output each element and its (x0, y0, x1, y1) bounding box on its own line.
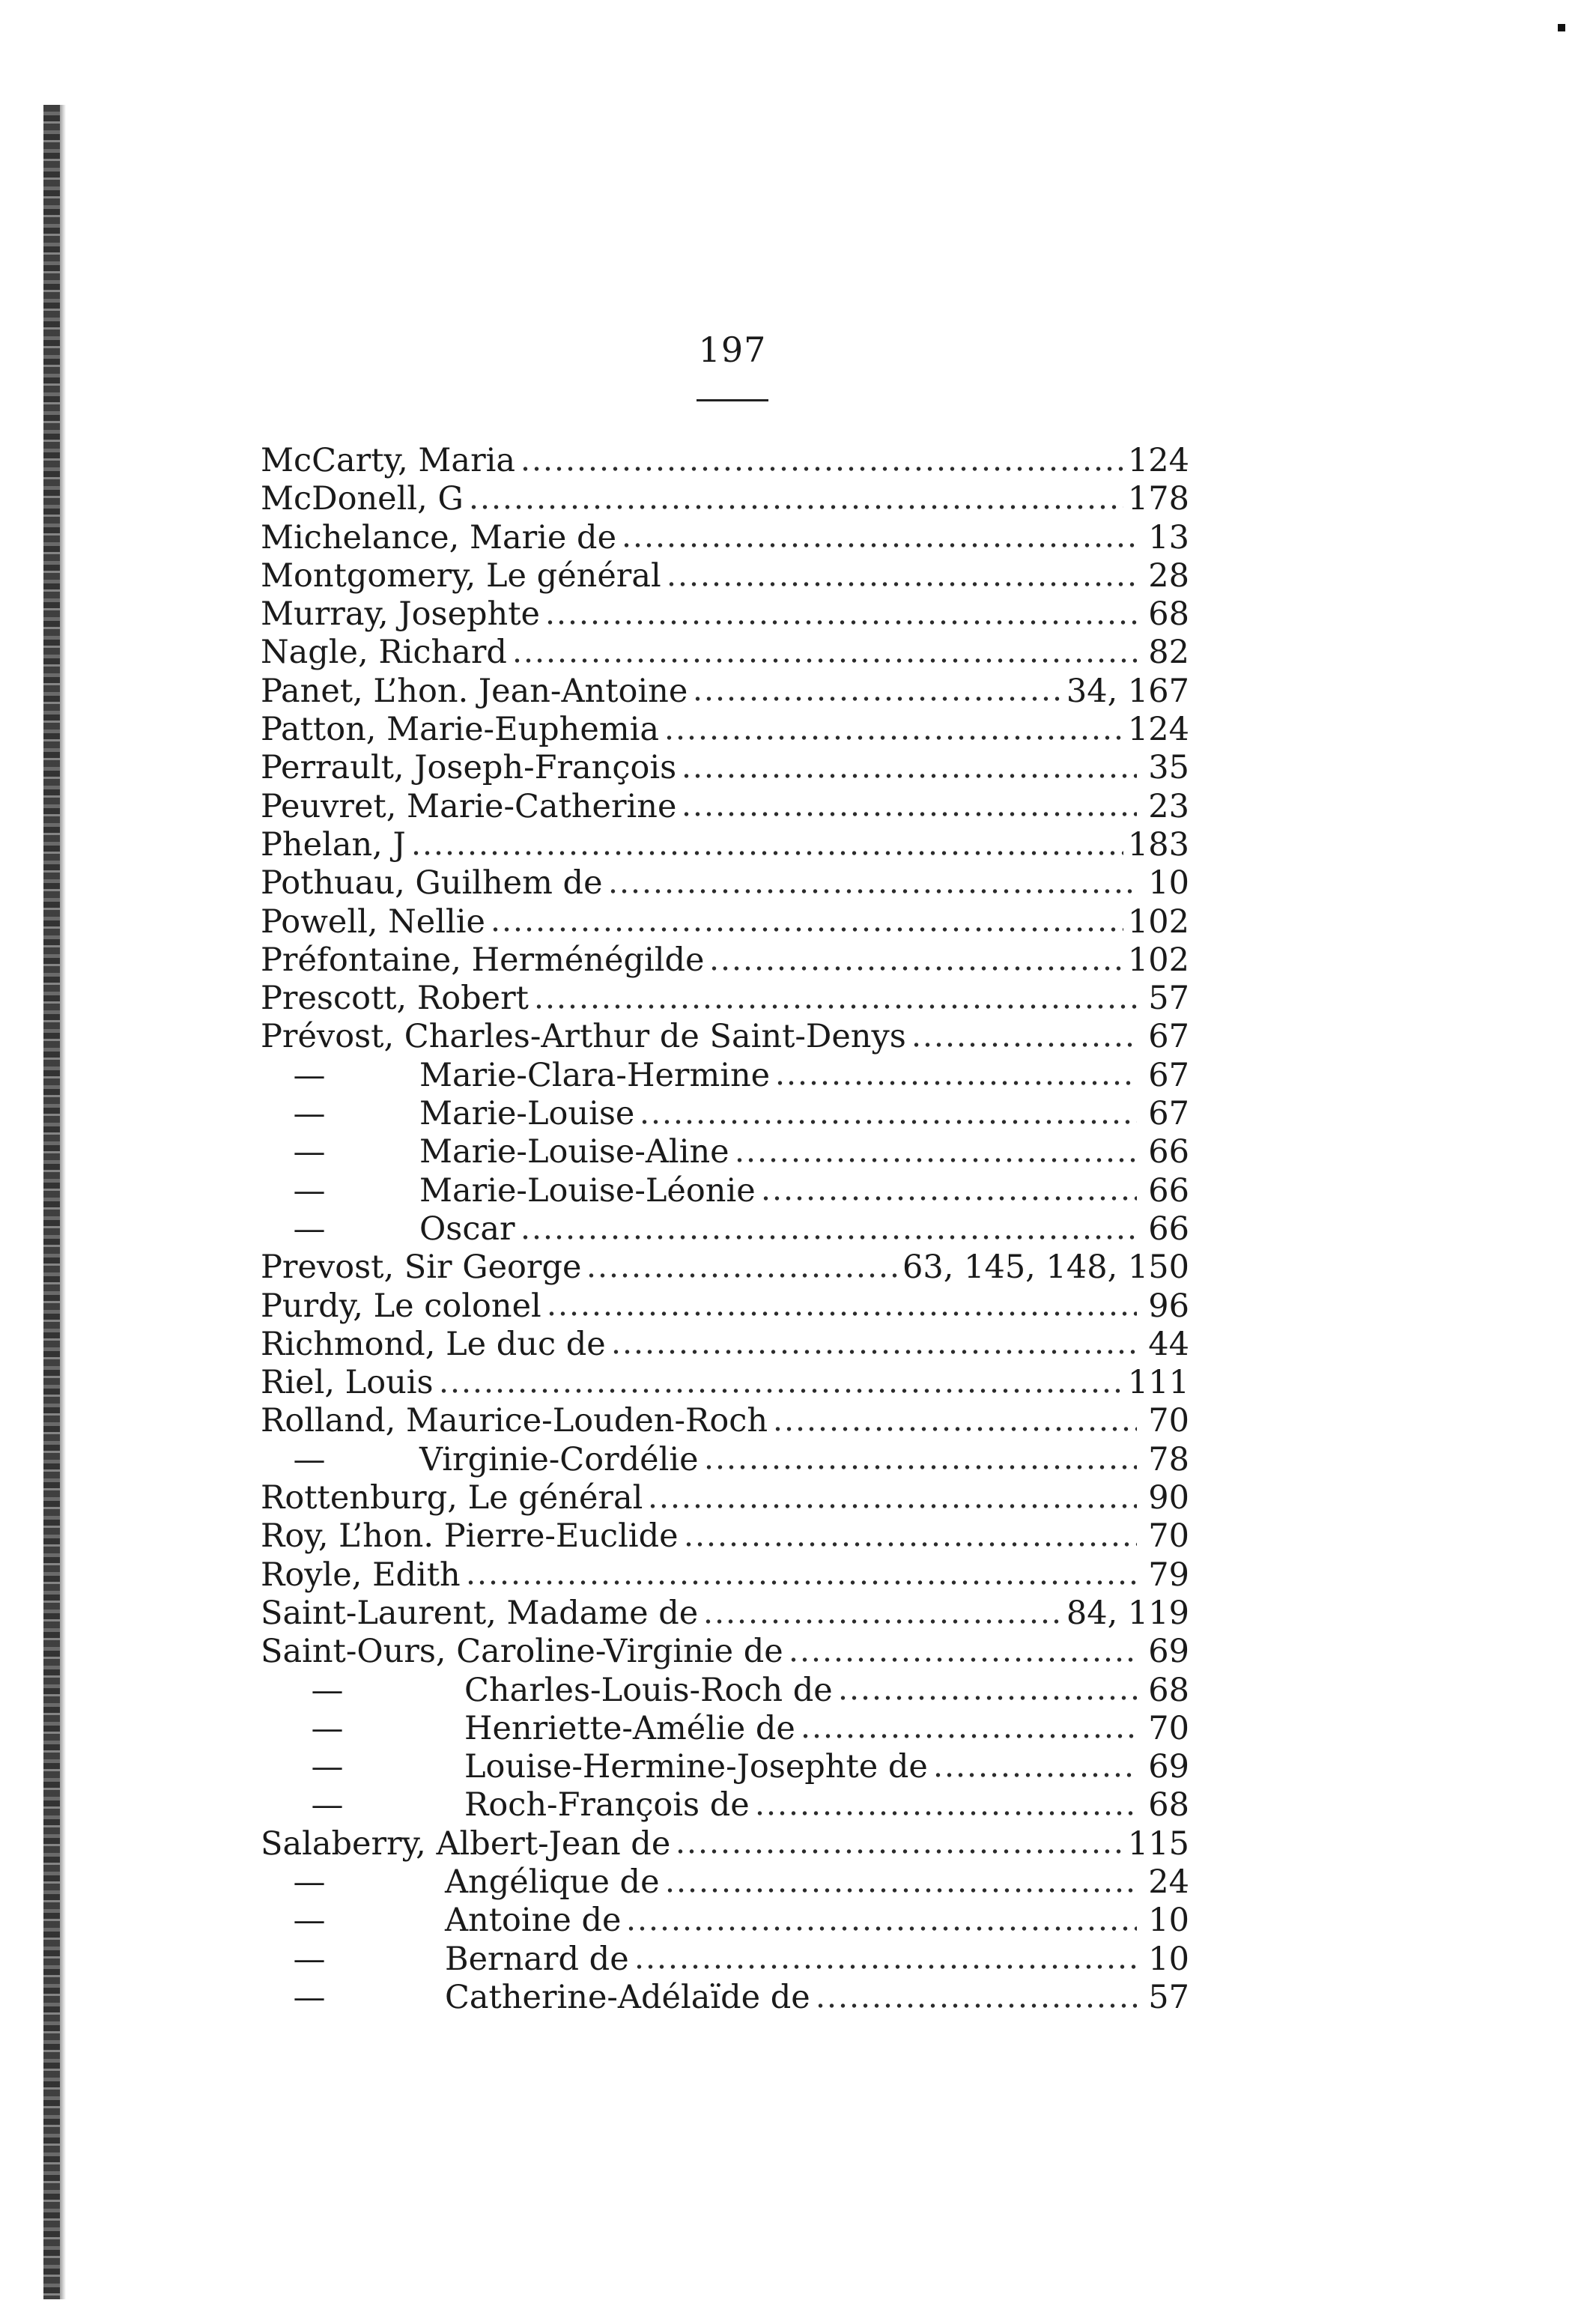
entry-pages: 67 (1148, 1056, 1189, 1094)
entry-name: Prescott, Robert (261, 980, 529, 1018)
binding-shadow (60, 105, 66, 2299)
entry-pages: 78 (1148, 1440, 1189, 1478)
ditto-dash: — (311, 1748, 344, 1786)
entry-pages: 44 (1148, 1325, 1189, 1363)
entry-pages: 66 (1148, 1171, 1189, 1210)
entry-name: Saint-Ours, Caroline-Virginie de (261, 1633, 783, 1671)
entry-pages: 57 (1148, 980, 1189, 1018)
dot-leader (703, 1618, 1062, 1625)
dot-leader (683, 1541, 1137, 1548)
dot-leader (468, 503, 1123, 511)
entry-pages: 68 (1148, 1786, 1189, 1824)
entry-pages: 96 (1148, 1287, 1189, 1325)
entry-pages: 70 (1148, 1402, 1189, 1440)
entry-name: Richmond, Le duc de (261, 1325, 606, 1363)
index-entry (261, 519, 1189, 557)
entry-pages: 111 (1127, 1364, 1189, 1402)
index-entry (261, 1479, 1189, 1517)
entry-indent (261, 1902, 445, 1940)
entry-indent (261, 1210, 419, 1249)
ditto-dash: — (293, 1940, 326, 1978)
entry-pages: 34, 167 (1066, 672, 1189, 710)
index-entry (261, 1441, 1189, 1479)
index-entry (261, 1172, 1189, 1210)
index-entry (261, 1133, 1189, 1171)
entry-indent (261, 1057, 419, 1095)
index-entry (261, 480, 1189, 518)
dot-leader (815, 2002, 1137, 2009)
dot-leader (610, 1348, 1137, 1356)
dot-leader (586, 1272, 898, 1279)
entry-pages: 82 (1148, 634, 1189, 672)
index-entry (261, 1517, 1189, 1556)
index-entry (261, 864, 1189, 902)
entry-name: Pothuau, Guilhem de (261, 864, 603, 902)
entry-name: Perrault, Joseph-François (261, 749, 677, 787)
entry-name: Préfontaine, Herménégilde (261, 941, 705, 979)
entry-pages: 10 (1148, 1902, 1189, 1940)
entry-pages: 67 (1148, 1018, 1189, 1056)
entry-name: Nagle, Richard (261, 634, 507, 672)
entry-indent (261, 1172, 419, 1210)
dot-leader (788, 1656, 1137, 1663)
dot-leader (692, 695, 1062, 703)
index-entry (261, 1786, 1189, 1824)
index-entry (261, 1710, 1189, 1748)
dot-leader (520, 1234, 1137, 1241)
entry-name: Panet, L’hon. Jean-Antoine (261, 672, 688, 710)
entry-pages: 84, 119 (1066, 1594, 1189, 1632)
entry-name: Roch-François de (464, 1786, 750, 1824)
dot-leader (837, 1694, 1137, 1702)
scan-speck (1558, 24, 1565, 31)
ditto-dash: — (293, 1171, 326, 1210)
ditto-dash: — (311, 1786, 344, 1824)
dot-leader (607, 888, 1137, 895)
ditto-dash: — (311, 1709, 344, 1747)
dot-leader (666, 580, 1137, 588)
entry-name: Angélique de (445, 1863, 660, 1901)
entry-pages: 24 (1148, 1863, 1189, 1901)
ditto-dash: — (293, 1095, 326, 1133)
dot-leader (681, 810, 1137, 818)
page-number: 197 (698, 330, 767, 370)
entry-pages: 183 (1127, 825, 1189, 864)
entry-pages: 68 (1148, 595, 1189, 634)
dot-leader (774, 1079, 1137, 1087)
entry-name: Patton, Marie-Euphemia (261, 711, 659, 749)
index-entry (261, 1402, 1189, 1440)
entry-name: Prévost, Charles-Arthur de Saint-Denys (261, 1018, 906, 1056)
index-entry (261, 1057, 1189, 1095)
entry-name: Rottenburg, Le général (261, 1479, 643, 1517)
entry-pages: 66 (1148, 1133, 1189, 1171)
index-entry (261, 980, 1189, 1018)
entry-pages: 69 (1148, 1633, 1189, 1671)
entry-name: Marie-Louise-Léonie (419, 1171, 756, 1210)
entry-name: Prevost, Sir George (261, 1249, 582, 1287)
entry-pages: 70 (1148, 1517, 1189, 1556)
dot-leader (734, 1156, 1137, 1164)
index-entry (261, 941, 1189, 980)
dot-leader (932, 1771, 1137, 1779)
entry-pages: 69 (1148, 1748, 1189, 1786)
entry-name: Riel, Louis (261, 1364, 434, 1402)
index-entry (261, 749, 1189, 787)
entry-name: Marie-Louise (419, 1095, 635, 1133)
entry-name: Michelance, Marie de (261, 518, 617, 556)
dot-leader (634, 1963, 1137, 1970)
entry-indent (261, 1941, 445, 1979)
entry-indent (261, 1786, 464, 1824)
entry-pages: 124 (1127, 711, 1189, 749)
entry-name: Marie-Louise-Aline (419, 1133, 729, 1171)
entry-pages: 35 (1148, 749, 1189, 787)
entry-indent (261, 1748, 464, 1786)
entry-indent (261, 1672, 464, 1710)
entry-pages: 66 (1148, 1210, 1189, 1248)
entry-pages: 57 (1148, 1978, 1189, 2016)
index-entry (261, 1364, 1189, 1402)
dot-leader (754, 1809, 1137, 1817)
dot-leader (546, 1310, 1137, 1317)
index-entry (261, 1556, 1189, 1595)
index-entry (261, 1018, 1189, 1056)
entry-name: Oscar (419, 1210, 515, 1248)
entry-name: Phelan, J (261, 825, 406, 864)
dot-leader (703, 1463, 1137, 1471)
entry-name: Saint-Laurent, Madame de (261, 1594, 699, 1632)
entry-indent (261, 1710, 464, 1748)
ditto-dash: — (293, 1863, 326, 1901)
index-entry (261, 673, 1189, 711)
ditto-dash: — (293, 1902, 326, 1940)
index-list (261, 442, 1189, 2017)
entry-name: Bernard de (445, 1940, 629, 1978)
index-entry (261, 1595, 1189, 1633)
entry-name: Salaberry, Albert-Jean de (261, 1824, 671, 1863)
entry-pages: 178 (1127, 480, 1189, 518)
entry-indent (261, 1133, 419, 1171)
entry-pages: 28 (1148, 556, 1189, 595)
entry-name: McDonell, G (261, 480, 464, 518)
index-entry (261, 1287, 1189, 1326)
dot-leader (681, 772, 1137, 780)
entry-pages: 10 (1148, 864, 1189, 902)
index-entry (261, 1979, 1189, 2017)
dot-leader (708, 965, 1123, 972)
entry-name: Peuvret, Marie-Catherine (261, 787, 677, 825)
entry-name: Catherine-Adélaïde de (445, 1978, 810, 2016)
entry-indent (261, 1441, 419, 1479)
ditto-dash: — (311, 1671, 344, 1709)
index-entry (261, 1633, 1189, 1671)
dot-leader (639, 1118, 1137, 1126)
entry-name: Roy, L’hon. Pierre-Euclide (261, 1517, 679, 1556)
dot-leader (520, 465, 1123, 473)
entry-name: Marie-Clara-Hermine (419, 1056, 771, 1094)
entry-pages: 67 (1148, 1095, 1189, 1133)
index-entry (261, 1825, 1189, 1863)
entry-name: McCarty, Maria (261, 442, 516, 479)
ditto-dash: — (293, 1440, 326, 1478)
dot-leader (625, 1925, 1137, 1932)
entry-indent (261, 1095, 419, 1133)
index-entry (261, 595, 1189, 634)
dot-leader (410, 849, 1123, 857)
dot-leader (664, 1887, 1137, 1894)
entry-pages: 124 (1127, 442, 1189, 479)
dot-leader (760, 1195, 1137, 1202)
entry-pages: 102 (1127, 902, 1189, 941)
index-entry (261, 1902, 1189, 1940)
entry-pages: 23 (1148, 787, 1189, 825)
entry-pages: 102 (1127, 941, 1189, 979)
index-entry (261, 1941, 1189, 1979)
index-entry (261, 634, 1189, 672)
entry-pages: 70 (1148, 1709, 1189, 1747)
index-entry (261, 557, 1189, 595)
page-number-rule (697, 399, 768, 401)
entry-indent (261, 1863, 445, 1902)
entry-pages: 68 (1148, 1671, 1189, 1709)
index-entry (261, 1748, 1189, 1786)
entry-pages: 79 (1148, 1556, 1189, 1594)
entry-name: Murray, Josephte (261, 595, 540, 634)
index-entry (261, 1326, 1189, 1364)
dot-leader (772, 1425, 1137, 1433)
entry-pages: 10 (1148, 1940, 1189, 1978)
entry-name: Louise-Hermine-Josephte de (464, 1748, 928, 1786)
index-entry (261, 1095, 1189, 1133)
entry-name: Powell, Nellie (261, 902, 485, 941)
entry-name: Montgomery, Le général (261, 556, 661, 595)
entry-name: Rolland, Maurice-Louden-Roch (261, 1402, 768, 1440)
dot-leader (544, 619, 1137, 626)
index-entry (261, 903, 1189, 941)
dot-leader (621, 541, 1137, 549)
entry-name: Virginie-Cordélie (419, 1440, 699, 1478)
index-entry (261, 1210, 1189, 1249)
entry-name: Antoine de (445, 1902, 622, 1940)
dot-leader (675, 1848, 1123, 1855)
entry-indent (261, 1979, 445, 2017)
ditto-dash: — (293, 1210, 326, 1248)
dot-leader (664, 734, 1123, 741)
binding-gutter (43, 105, 60, 2299)
entry-pages: 90 (1148, 1479, 1189, 1517)
entry-pages: 63, 145, 148, 150 (902, 1249, 1189, 1287)
entry-name: Henriette-Amélie de (464, 1709, 795, 1747)
dot-leader (512, 657, 1137, 664)
dot-leader (800, 1732, 1137, 1740)
dot-leader (438, 1387, 1123, 1395)
dot-leader (911, 1041, 1137, 1049)
dot-leader (465, 1579, 1137, 1586)
index-entry (261, 442, 1189, 480)
ditto-dash: — (293, 1133, 326, 1171)
index-entry (261, 1249, 1189, 1287)
index-entry (261, 826, 1189, 864)
entry-name: Royle, Edith (261, 1556, 461, 1594)
entry-pages: 115 (1127, 1824, 1189, 1863)
index-entry (261, 711, 1189, 749)
ditto-dash: — (293, 1056, 326, 1094)
dot-leader (490, 926, 1123, 933)
entry-pages: 13 (1148, 518, 1189, 556)
index-entry (261, 788, 1189, 826)
entry-name: Charles-Louis-Roch de (464, 1671, 833, 1709)
index-entry (261, 1863, 1189, 1902)
entry-name: Purdy, Le colonel (261, 1287, 541, 1325)
dot-leader (647, 1502, 1137, 1510)
ditto-dash: — (293, 1978, 326, 2016)
index-entry (261, 1672, 1189, 1710)
dot-leader (533, 1003, 1137, 1010)
